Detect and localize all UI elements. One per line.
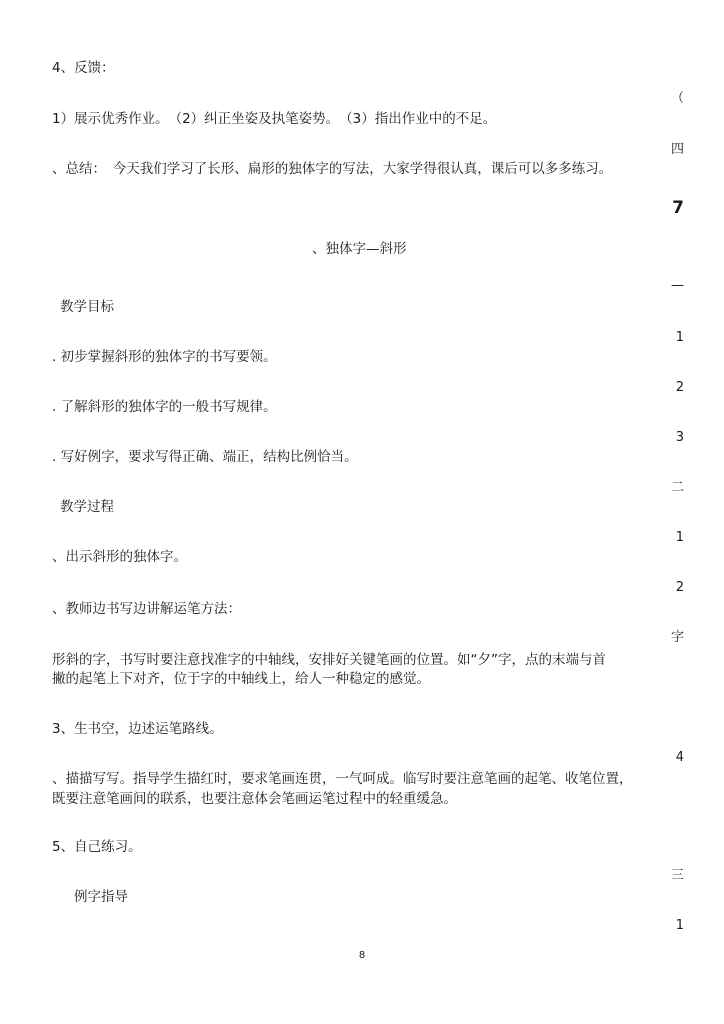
- goal-item-2: . 了解斜形的独体字的一般书写规律。: [52, 399, 277, 415]
- explanation-line-1: 形斜的字，书写时要注意找准字的中轴线，安排好关键笔画的位置。如“夕”字，点的末端与首: [52, 652, 606, 668]
- margin-char-zi: 字: [670, 630, 684, 645]
- margin-number-7: 7: [672, 198, 684, 218]
- margin-number-1: 1: [675, 330, 684, 345]
- margin-number-3: 3: [675, 430, 684, 445]
- margin-char-san: 三: [670, 868, 684, 883]
- process-step-2: 、教师边书写边讲解运笔方法：: [52, 601, 241, 617]
- example-guidance-heading: 例字指导: [74, 889, 128, 905]
- feedback-items: 1）展示优秀作业。 （2）纠正坐姿及执笔姿势。 （3）指出作业中的不足。: [52, 111, 497, 127]
- margin-number-1c: 1: [675, 918, 684, 933]
- teaching-goals-heading: 教学目标: [60, 299, 114, 315]
- margin-paren: （: [670, 91, 684, 106]
- process-step-5: 5、自己练习。: [52, 839, 142, 855]
- process-step-3: 3、生书空，边述运笔路线。: [52, 721, 223, 737]
- margin-number-4: 4: [675, 750, 684, 765]
- section-title: 、独体字—斜形: [312, 241, 407, 257]
- process-step-4-line-1: 、描描写写。指导学生描红时，要求笔画连贯，一气呵成。临写时要注意笔画的起笔、收笔位置，: [52, 771, 633, 787]
- process-step-1: 、出示斜形的独体字。: [52, 549, 187, 565]
- process-step-4-line-2: 既要注意笔画间的联系，也要注意体会笔画运笔过程中的轻重缓急。: [52, 791, 457, 807]
- margin-char-yi: —: [671, 278, 684, 293]
- goal-item-3: . 写好例字，要求写得正确、端正，结构比例恰当。: [52, 449, 358, 465]
- margin-char-er: 二: [670, 480, 684, 495]
- teaching-process-heading: 教学过程: [60, 499, 114, 515]
- explanation-line-2: 撇的起笔上下对齐，位于字的中轴线上，给人一种稳定的感觉。: [52, 671, 430, 687]
- margin-number-1b: 1: [675, 530, 684, 545]
- margin-char-si: 四: [670, 142, 684, 157]
- feedback-heading: 4、反馈：: [52, 60, 115, 76]
- margin-number-2b: 2: [675, 580, 684, 595]
- summary-paragraph: 、总结： 今天我们学习了长形、扁形的独体字的写法，大家学得很认真，课后可以多多练习。: [52, 161, 613, 177]
- page-number: 8: [358, 950, 366, 961]
- margin-number-2: 2: [675, 380, 684, 395]
- goal-item-1: . 初步掌握斜形的独体字的书写要领。: [52, 349, 277, 365]
